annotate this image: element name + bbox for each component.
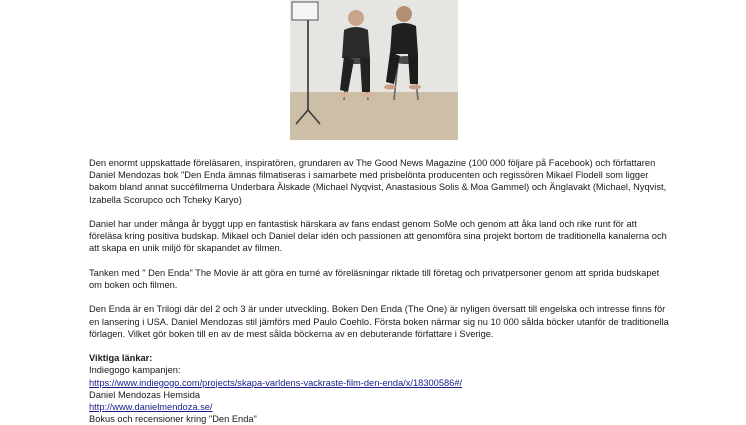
homepage-link[interactable]: http://www.danielmendoza.se/ — [89, 402, 213, 412]
paragraph-trilogy: Den Enda är en Trilogi där del 2 och 3 är under utveckling. Boken Den Enda (The One) är nyligen översatt till engelska och intresse finns för en lansering i USA. Daniel Mendozas stil jämförs med Paulo Coehlo. Första boken närmar sig nu 10 000 sålda böcker utanför de traditionella förlagen. Vilket gör boken till en av de mest sålda böckerna av en debuterande författare i Sverige. — [89, 304, 669, 339]
article-body — [89, 157, 669, 425]
links-section — [89, 352, 669, 425]
photo-illustration — [290, 0, 458, 140]
links-heading: Viktiga länkar: — [89, 353, 153, 364]
paragraph-intro: Den enormt uppskattade föreläsaren, inspiratören, grundaren av The Good News Magazine (100 000 följare på Facebook) och författaren Daniel Mendozas bok "Den Enda ämnas filmatiseras i samarbete med prisbelönta producenten och regissören Mikael Flodell som ligger bakom bland annat succéfilmerna Underbara Älskade (Michael Nyqvist, Anastasious Solis & Moa Gammel) och Änglavakt (Michael, Nyqvist, Izabella Scorupco och Tcheky Karyo) — [89, 158, 667, 205]
homepage-label: Daniel Mendozas Hemsida — [89, 389, 201, 400]
paragraph-fans: Daniel har under många år byggt upp en fantastisk härskara av fans endast genom SoMe och genom att åka land och rike runt för att föreläsa kring positiva budskap. Mikael och Daniel delar idén och passionen att genomföra sina projekt bortom de traditionella kanalerna och att skapa en unik miljö för skapandet av filmen. — [89, 219, 667, 254]
indiegogo-link[interactable]: https://www.indiegogo.com/projects/skapa-varldens-vackraste-film-den-enda/x/18300586#/ — [89, 377, 463, 388]
header-photo — [290, 0, 458, 140]
paragraph-tour: Tanken med " Den Enda" The Movie är att göra en turné av föreläsningar riktade till företag och privatpersoner genom att sprida budskapet om boken och filmen. — [89, 267, 660, 290]
indiegogo-label: Indiegogo kampanjen: — [89, 365, 181, 376]
bokus-label: Bokus och recensioner kring "Den Enda" — [89, 414, 257, 425]
